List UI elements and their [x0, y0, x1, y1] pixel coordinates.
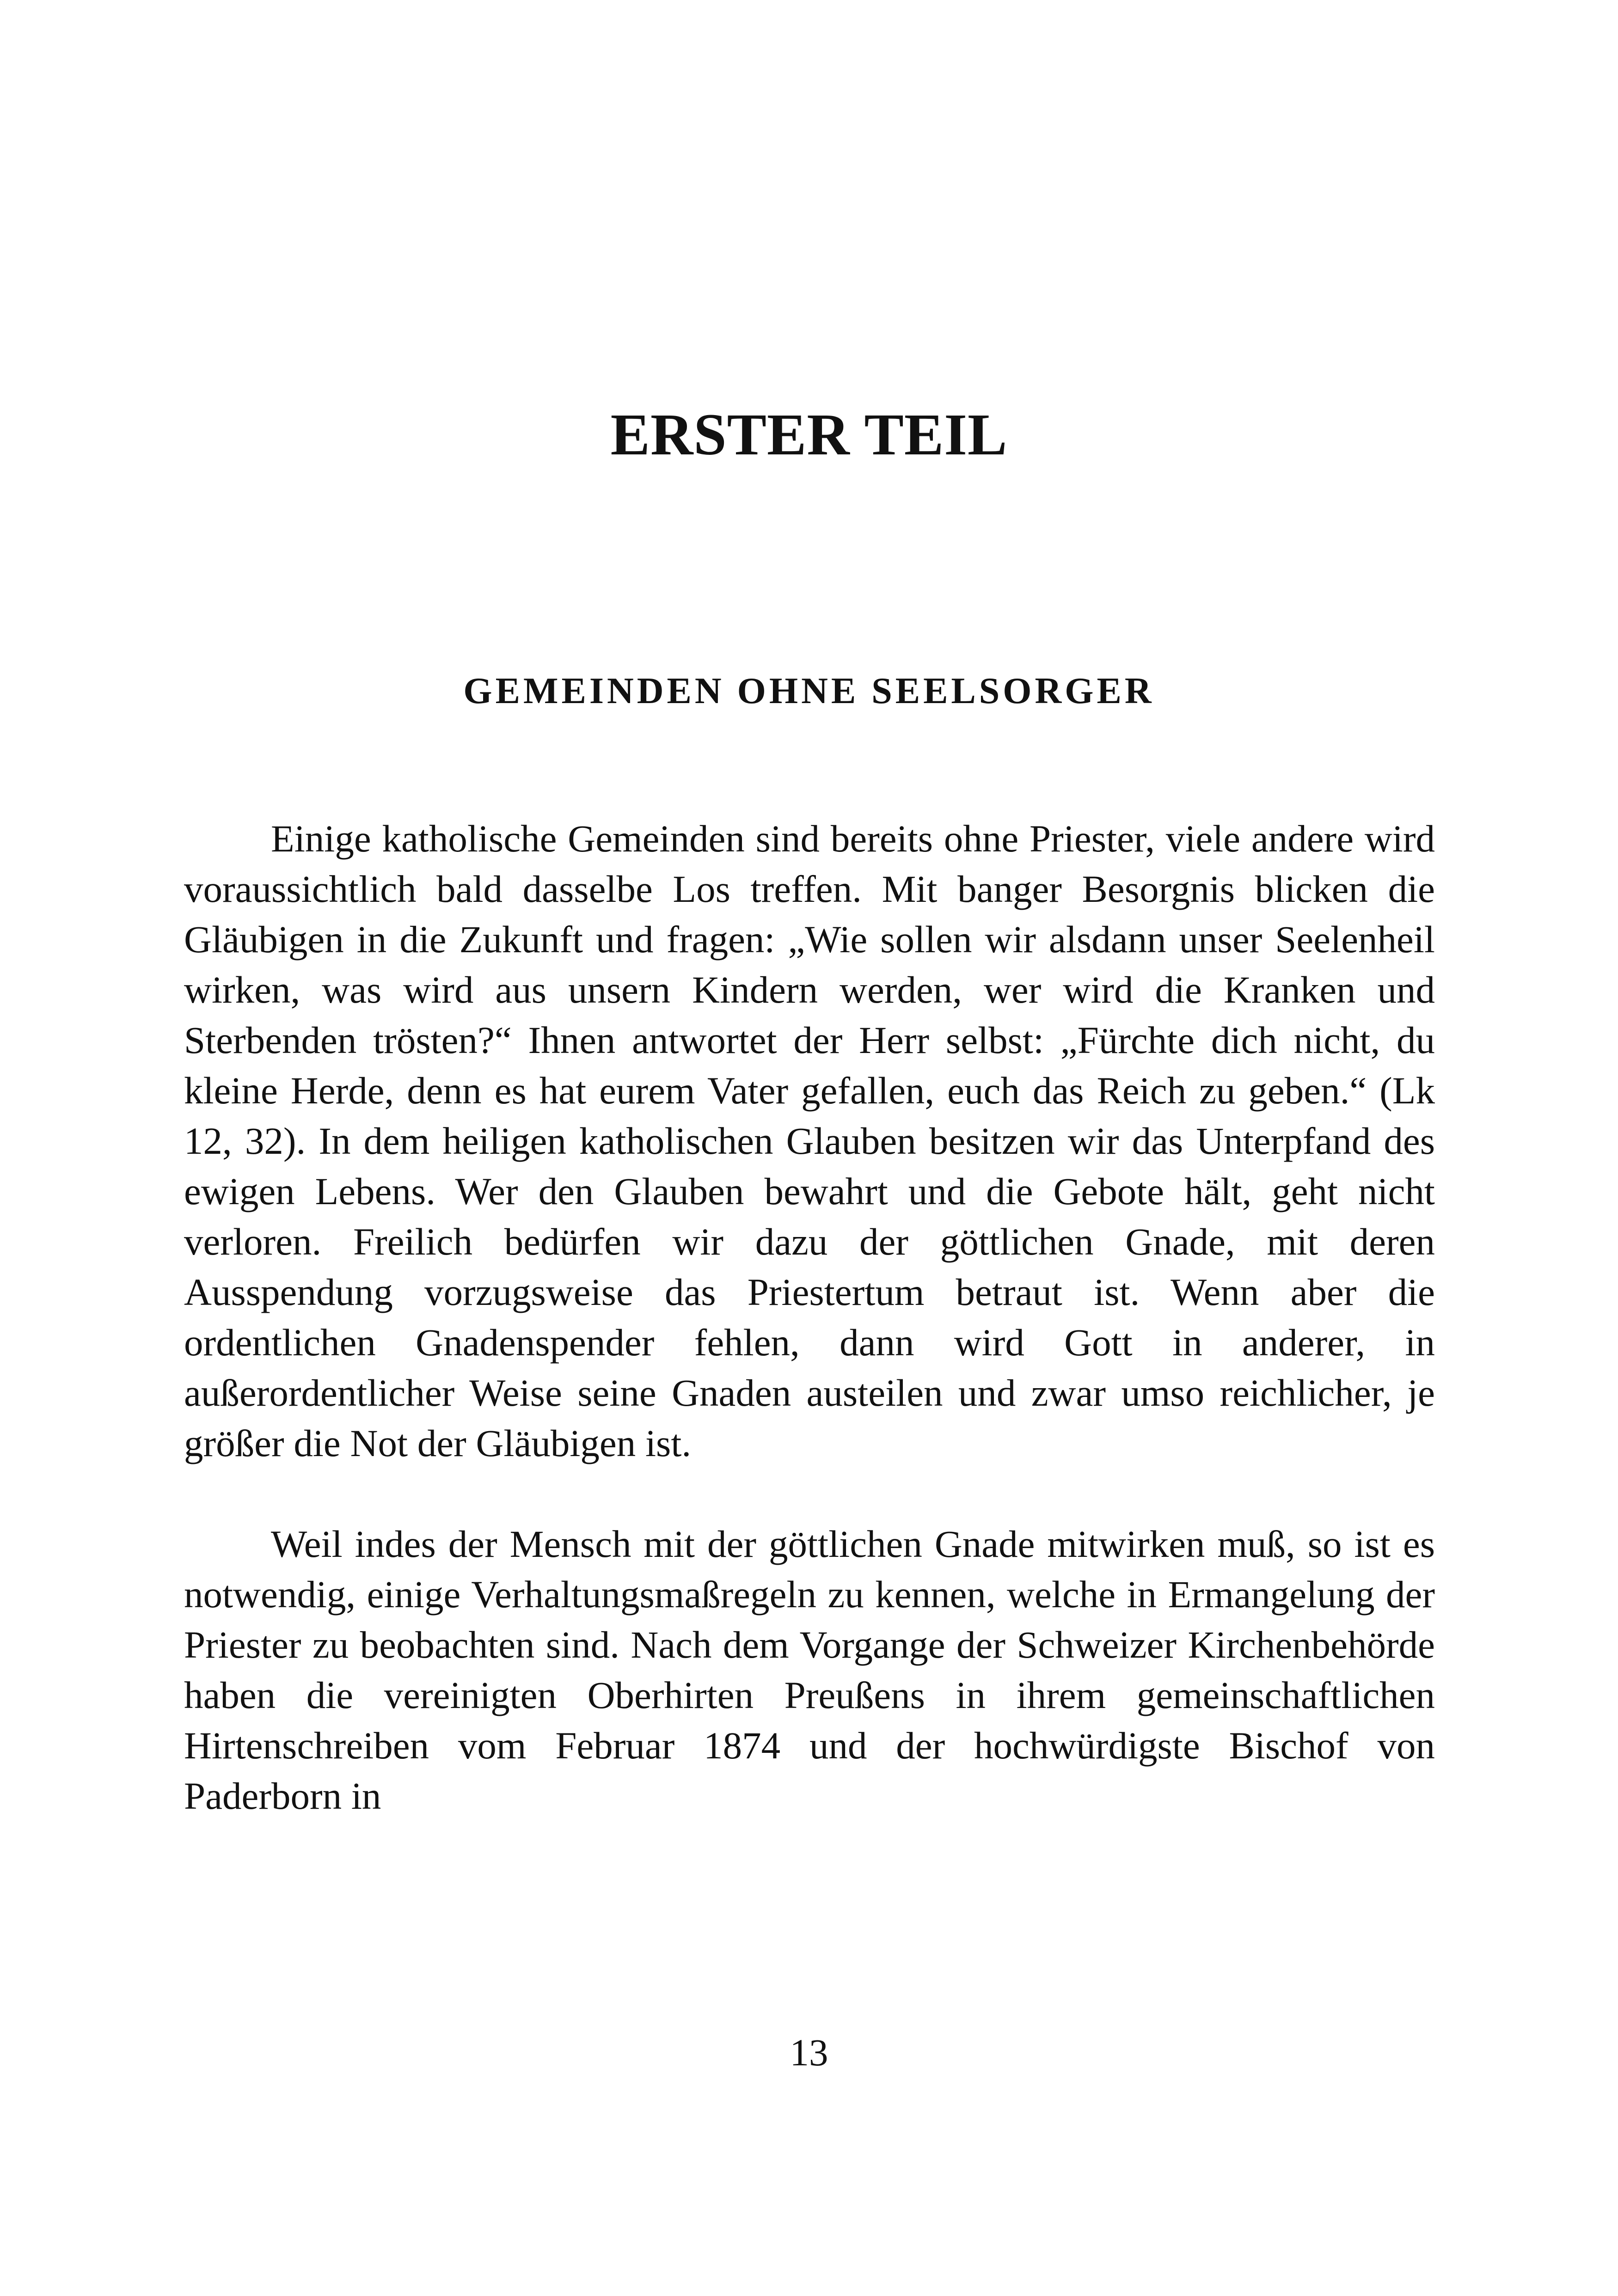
page-number: 13	[790, 2031, 828, 2074]
body-text	[184, 814, 1435, 1821]
chapter-title: GEMEINDEN OHNE SEELSORGER	[463, 671, 1155, 711]
part-title: ERSTER TEIL	[610, 402, 1008, 467]
paragraph-1: Einige katholische Gemeinden sind bereits ohne Priester, viele andere wird voraussichtlich bald dasselbe Los treffen. Mit banger Besorgnis blicken die Gläubigen in die Zukunft und fragen: „Wie sollen wir alsdann unser Seelenheil wirken, was wird aus unsern Kindern werden, wer wird die Kranken und Sterbenden trösten?“ Ihnen antwortet der Herr selbst: „Fürchte dich nicht, du kleine Herde, denn es hat eurem Vater gefallen, euch das Reich zu geben.“ (Lk 12, 32). In dem heiligen katholischen Glauben besitzen wir das Unterpfand des ewigen Lebens. Wer den Glauben bewahrt und die Gebote hält, geht nicht verloren. Freilich bedürfen wir dazu der göttlichen Gnade, mit deren Ausspendung vorzugsweise das Priestertum betraut ist. Wenn aber die ordentlichen Gnadenspender fehlen, dann wird Gott in anderer, in außerordentlicher Weise seine Gnaden austeilen und zwar umso reichlicher, je größer die Not der Gläubigen ist.	[184, 817, 1435, 1464]
paragraph-2: Weil indes der Mensch mit der göttlichen Gnade mitwirken muß, so ist es notwendig, einige Verhaltungsmaßregeln zu kennen, welche in Ermangelung der Priester zu beobachten sind. Nach dem Vorgange der Schweizer Kirchenbehörde haben die vereinigten Oberhirten Preußens in ihrem gemeinschaftlichen Hirtenschreiben vom Februar 1874 und der hochwürdigste Bischof von Paderborn in	[184, 1523, 1435, 1817]
